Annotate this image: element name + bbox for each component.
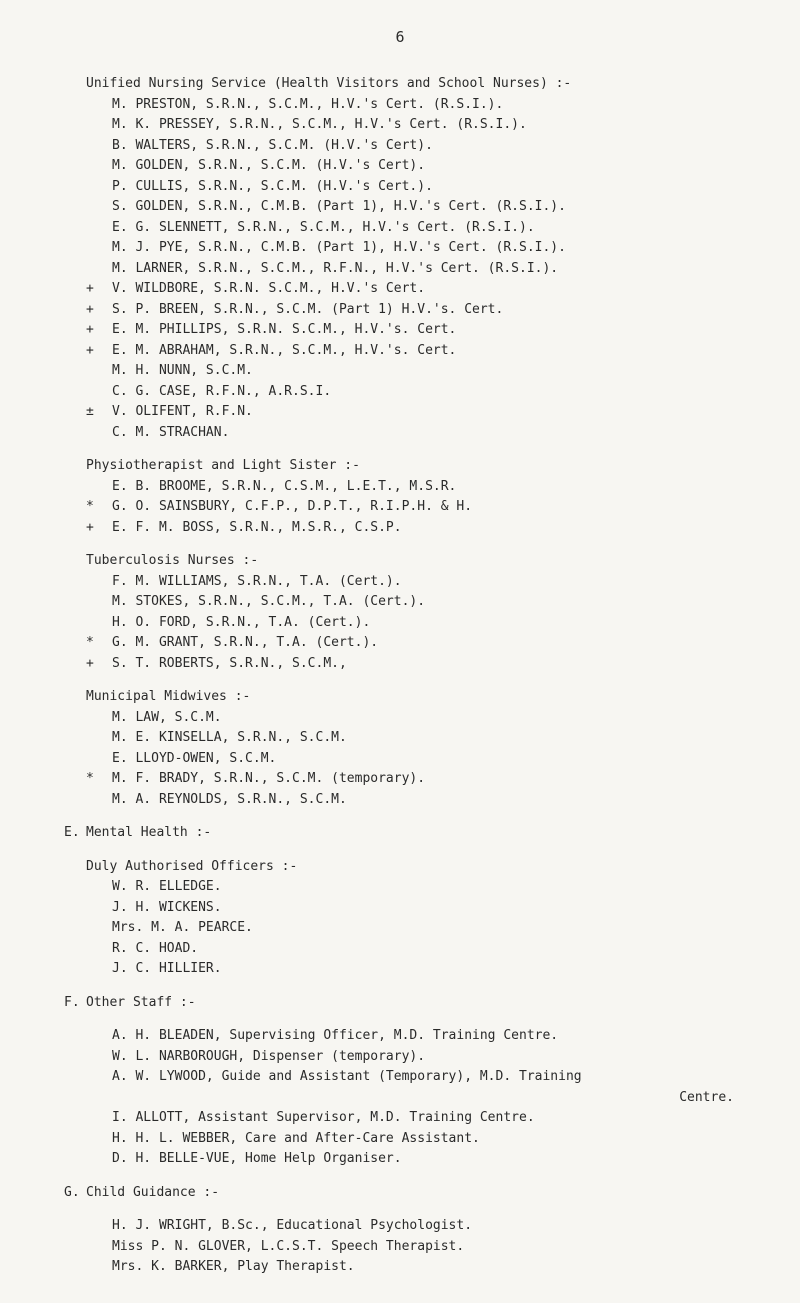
staff-entry — [86, 728, 766, 749]
midwives-list — [86, 708, 766, 811]
staff-entry — [86, 279, 766, 300]
staff-entry — [86, 1257, 766, 1278]
entry-text: E. B. BROOME, S.R.N., C.S.M., L.E.T., M.S.R. — [112, 478, 457, 494]
entry-text: M. LAW, S.C.M. — [112, 709, 222, 725]
entry-text: S. GOLDEN, S.R.N., C.M.B. (Part 1), H.V.'s Cert. (R.S.I.). — [112, 199, 566, 214]
entry-text: E. M. ABRAHAM, S.R.N., S.C.M., H.V.'s. Cert. — [112, 342, 457, 358]
entry-text: Miss P. N. GLOVER, L.C.S.T. Speech Therapist. — [112, 1238, 465, 1254]
staff-entry — [86, 1026, 766, 1047]
section-letter: G. — [64, 1184, 80, 1200]
entry-marker: * — [86, 499, 94, 514]
staff-entry — [86, 341, 766, 362]
entry-text: M. PRESTON, S.R.N., S.C.M., H.V.'s Cert. (R.S.I.). — [112, 96, 504, 112]
staff-entry — [86, 320, 766, 341]
staff-entry — [86, 402, 766, 423]
entry-marker: + — [86, 281, 94, 296]
entry-text: M. J. PYE, S.R.N., C.M.B. (Part 1), H.V.'s Cert. (R.S.I.). — [112, 240, 566, 255]
staff-list — [64, 74, 766, 1278]
staff-entry — [86, 115, 766, 136]
entry-marker: + — [86, 301, 94, 317]
entry-text: I. ALLOTT, Assistant Supervisor, M.D. Training Centre. — [112, 1110, 535, 1125]
physiotherapist-list — [86, 477, 766, 539]
entry-text: C. G. CASE, R.F.N., A.R.S.I. — [112, 383, 332, 399]
staff-entry — [86, 633, 766, 654]
section-letter: F. — [64, 994, 80, 1010]
entry-text: A. H. BLEADEN, Supervising Officer, M.D. Training Centre. — [112, 1028, 559, 1043]
entry-text: W. R. ELLEDGE. — [112, 879, 222, 894]
entry-text: Centre. — [679, 1089, 734, 1105]
section-title: Other Staff :- — [86, 994, 196, 1010]
staff-entry — [86, 156, 766, 177]
staff-entry — [86, 592, 766, 613]
entry-text: E. G. SLENNETT, S.R.N., S.C.M., H.V.'s Cert. (R.S.I.). — [112, 219, 535, 235]
section-heading-child-guidance — [64, 1183, 766, 1204]
staff-entry — [86, 1108, 766, 1129]
staff-entry — [86, 518, 766, 539]
staff-entry — [86, 497, 766, 518]
section-title: Mental Health :- — [86, 825, 212, 840]
staff-entry — [86, 423, 766, 444]
entry-text: P. CULLIS, S.R.N., S.C.M. (H.V.'s Cert.). — [112, 178, 433, 194]
entry-text: M. A. REYNOLDS, S.R.N., S.C.M. — [112, 791, 347, 807]
staff-entry — [86, 613, 766, 634]
staff-entry — [86, 877, 766, 898]
entry-text: J. H. WICKENS. — [112, 899, 222, 915]
staff-entry — [86, 477, 766, 498]
entry-text: C. M. STRACHAN. — [112, 424, 230, 440]
staff-entry — [86, 749, 766, 770]
page-number: 6 — [395, 28, 405, 46]
staff-entry — [86, 136, 766, 157]
staff-entry — [86, 654, 766, 675]
staff-entry — [86, 1047, 766, 1068]
section-heading-physiotherapist: Physiotherapist and Light Sister :- — [86, 458, 360, 473]
tuberculosis-list — [86, 572, 766, 675]
staff-entry — [86, 361, 766, 382]
entry-text: R. C. HOAD. — [112, 940, 199, 956]
staff-entry — [86, 1237, 766, 1258]
entry-marker: * — [86, 771, 94, 786]
section-heading-unified-nursing: Unified Nursing Service (Health Visitors and School Nurses) :- — [86, 76, 572, 91]
entry-text: M. K. PRESSEY, S.R.N., S.C.M., H.V.'s Cert. (R.S.I.). — [112, 117, 527, 132]
section-heading-other-staff — [64, 993, 766, 1014]
entry-marker: + — [86, 519, 94, 535]
entry-text: E. M. PHILLIPS, S.R.N. S.C.M., H.V.'s. Cert. — [112, 322, 457, 337]
staff-entry — [86, 939, 766, 960]
entry-marker: + — [86, 322, 94, 337]
entry-text: W. L. NARBOROUGH, Dispenser (temporary). — [112, 1048, 426, 1064]
staff-entry — [86, 218, 766, 239]
entry-text: G. O. SAINSBURY, C.F.P., D.P.T., R.I.P.H. & H. — [112, 499, 473, 514]
entry-text: D. H. BELLE-VUE, Home Help Organiser. — [112, 1151, 402, 1166]
entry-marker: + — [86, 655, 94, 671]
entry-text: M. GOLDEN, S.R.N., S.C.M. (H.V.'s Cert). — [112, 158, 426, 173]
entry-text: B. WALTERS, S.R.N., S.C.M. (H.V.'s Cert). — [112, 137, 433, 153]
staff-entry — [86, 959, 766, 980]
staff-entry — [86, 1129, 766, 1150]
entry-marker: * — [86, 635, 94, 650]
staff-entry — [86, 1216, 766, 1237]
staff-entry — [86, 790, 766, 811]
staff-entry — [86, 918, 766, 939]
entry-text: M. STOKES, S.R.N., S.C.M., T.A. (Cert.). — [112, 594, 426, 609]
unified-nursing-list — [86, 95, 766, 444]
entry-text: E. LLOYD-OWEN, S.C.M. — [112, 750, 277, 766]
other-staff-list — [86, 1026, 766, 1170]
section-heading-midwives: Municipal Midwives :- — [86, 689, 251, 704]
mental-health-list — [86, 877, 766, 980]
entry-text: F. M. WILLIAMS, S.R.N., T.A. (Cert.). — [112, 573, 402, 589]
staff-entry — [86, 708, 766, 729]
entry-text: Mrs. K. BARKER, Play Therapist. — [112, 1259, 355, 1274]
entry-text: H. O. FORD, S.R.N., T.A. (Cert.). — [112, 614, 371, 630]
entry-text: E. F. M. BOSS, S.R.N., M.S.R., C.S.P. — [112, 519, 402, 535]
staff-entry — [86, 197, 766, 218]
entry-text: G. M. GRANT, S.R.N., T.A. (Cert.). — [112, 635, 379, 650]
entry-text: S. T. ROBERTS, S.R.N., S.C.M., — [112, 655, 347, 671]
entry-text: M. F. BRADY, S.R.N., S.C.M. (temporary). — [112, 771, 426, 786]
staff-entry — [86, 238, 766, 259]
entry-text: Mrs. M. A. PEARCE. — [112, 920, 253, 935]
section-heading-tuberculosis: Tuberculosis Nurses :- — [86, 553, 259, 568]
staff-entry — [86, 259, 766, 280]
staff-entry — [86, 177, 766, 198]
entry-text: M. LARNER, S.R.N., S.C.M., R.F.N., H.V.'s Cert. (R.S.I.). — [112, 260, 559, 276]
staff-entry — [86, 1067, 766, 1088]
entry-marker: + — [86, 342, 94, 358]
staff-entry — [86, 898, 766, 919]
staff-entry — [86, 572, 766, 593]
staff-entry — [86, 300, 766, 321]
entry-text: M. H. NUNN, S.C.M. — [112, 363, 253, 378]
staff-entry — [86, 1149, 766, 1170]
staff-entry — [86, 1088, 766, 1109]
subheading-duly-authorised-officers: Duly Authorised Officers :- — [86, 858, 298, 874]
entry-text: V. OLIFENT, R.F.N. — [112, 404, 253, 419]
entry-text: A. W. LYWOOD, Guide and Assistant (Temporary), M.D. Training — [112, 1069, 582, 1084]
entry-text: H. H. L. WEBBER, Care and After-Care Assistant. — [112, 1130, 480, 1146]
child-guidance-list — [86, 1216, 766, 1278]
entry-text: H. J. WRIGHT, B.Sc., Educational Psychologist. — [112, 1218, 473, 1233]
staff-entry — [86, 95, 766, 116]
entry-text: J. C. HILLIER. — [112, 961, 222, 976]
entry-marker: ± — [86, 404, 94, 419]
staff-entry — [86, 769, 766, 790]
staff-entry — [86, 382, 766, 403]
section-letter: E. — [64, 825, 80, 840]
entry-text: M. E. KINSELLA, S.R.N., S.C.M. — [112, 730, 347, 745]
section-heading-mental-health — [64, 823, 766, 844]
section-title: Child Guidance :- — [86, 1184, 220, 1200]
entry-text: S. P. BREEN, S.R.N., S.C.M. (Part 1) H.V.'s. Cert. — [112, 301, 504, 317]
entry-text: V. WILDBORE, S.R.N. S.C.M., H.V.'s Cert. — [112, 281, 426, 296]
